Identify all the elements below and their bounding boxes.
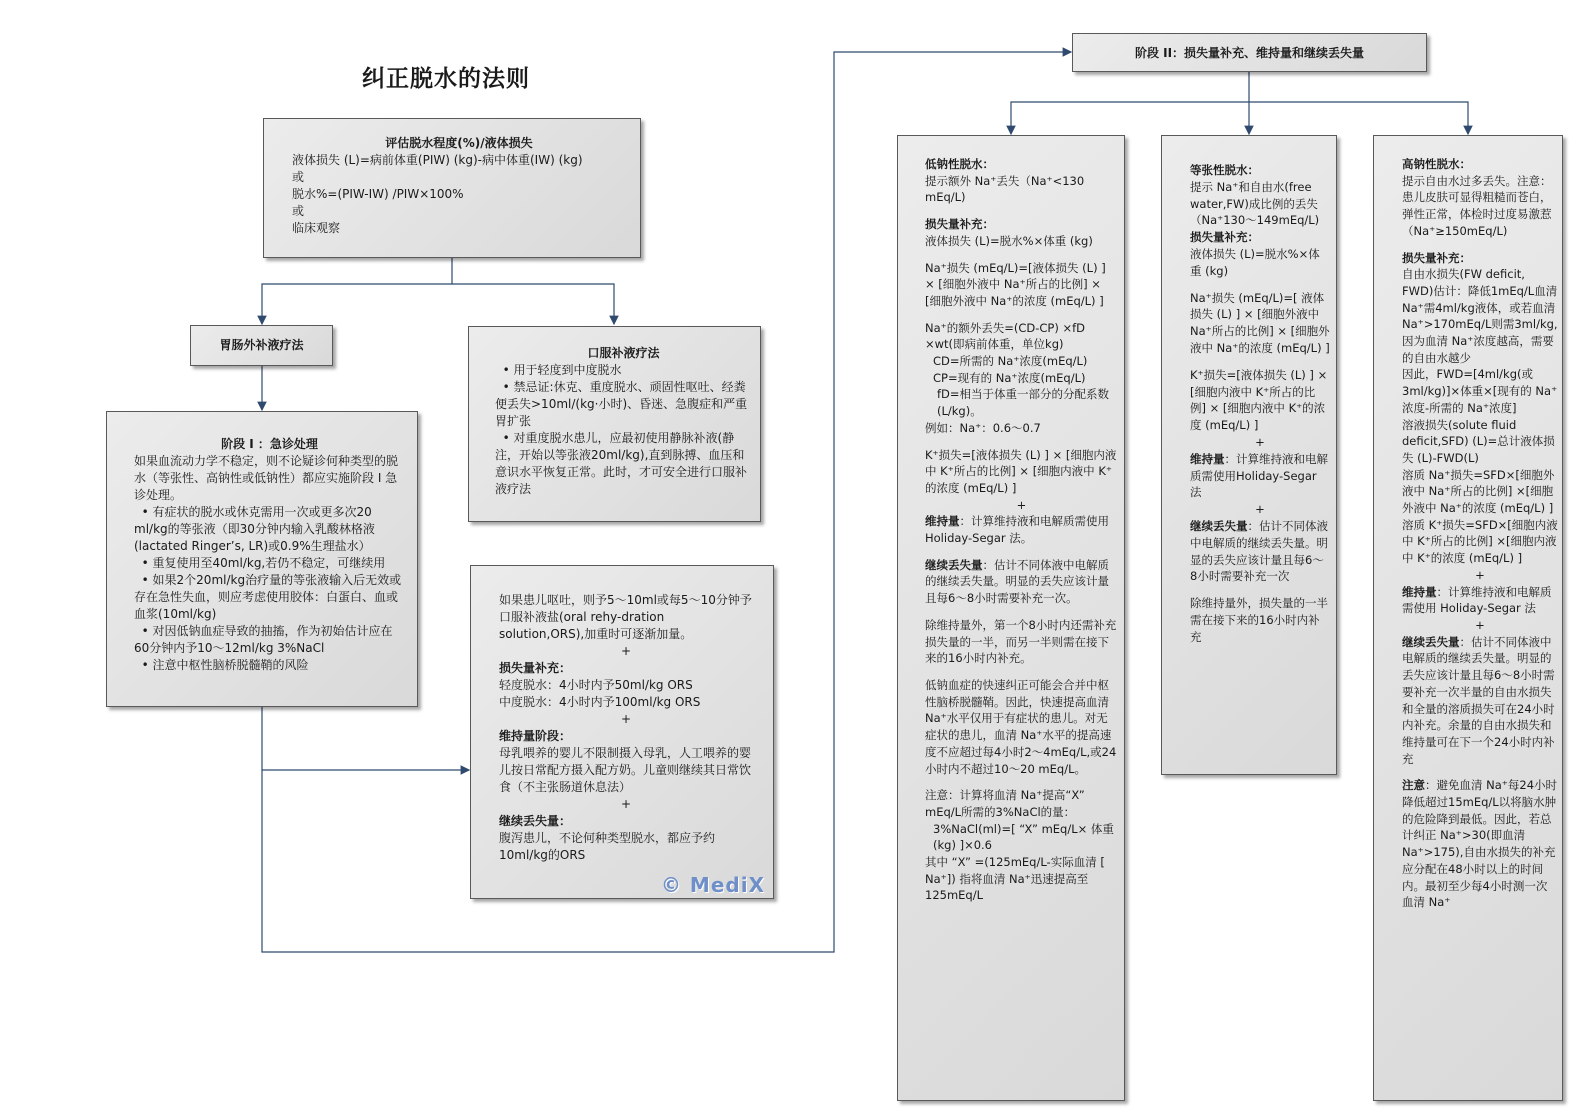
hyper-maint-text: ：计算维持液和电解质需使用 Holiday-Segar 法 xyxy=(1402,584,1552,616)
assess-line-3: 脱水%=(PIW-IW) /PIW×100% xyxy=(292,187,464,201)
oral-line-2: • 禁忌证:休克、重度脱水、顽固性呕吐、经粪便丢失>10ml/(kg·小时)、昏迷、急腹症和严重胃扩张 xyxy=(495,380,748,428)
arrow-stage2-hypo xyxy=(1011,102,1249,134)
arrow-assess-split xyxy=(262,258,452,324)
hypo-title: 低钠性脱水： xyxy=(925,157,994,171)
stage2-title: 阶段 II：损失量补充、维持量和继续丢失量 xyxy=(1134,46,1365,60)
stage1-line-5: • 对因低钠血症导致的抽搐，作为初始估计应在60分钟内予10～12ml/kg 3%NaCl xyxy=(134,624,393,655)
assess-line-1: 液体损失 (L)=病前体重(PIW) (kg)-病中体重(IW) (kg) xyxy=(292,153,583,167)
hyper-cont-text: ：估计不同体液中电解质的继续丢失量。明显的丢失应该计量且每6～8小时需要补充一次半量的自由水损失和全量的溶质损失可在24小时内补充。余量的自由水损失和维持量可在下一个24小时内补充 xyxy=(1402,634,1555,766)
hypo-formula: 3%NaCl(ml)=[ “X” mEq/L× 体重 (kg) ]×0.6 xyxy=(933,821,1118,853)
assess-line-4: 或 xyxy=(292,204,305,218)
hyper-fwd: 自由水损失(FW deficit, FWD)估计：降低1mEq/L血清 Na⁺需4ml/kg液体，或若血清 Na⁺>170mEq/L则需3ml/kg,因为血清 Na⁺浓度越高，需要的自由水越少 xyxy=(1402,267,1561,365)
hypo-paragraph-4: 其中 “X” =(125mEq/L-实际血清 [ Na⁺]) 指将血清 Na⁺迅速提高至125mEq/L xyxy=(925,855,1109,903)
iso-cont-title: 继续丢失量 xyxy=(1190,518,1248,533)
hyper-line-1: 提示自由水过多丢失。注意：患儿皮肤可显得粗糙而苍白，弹性正常，体检时过度易激惹（Na⁺≥150mEq/L) xyxy=(1402,173,1552,238)
hypo-cont-title: 继续丢失量 xyxy=(925,557,983,572)
oral-detail-intro: 如果患儿呕吐，则予5～10ml或每5～10分钟予口服补液盐(oral rehy-dration solution,ORS),加重时可逐渐加量。 xyxy=(499,593,752,641)
hyper-cont-title: 继续丢失量 xyxy=(1402,634,1460,649)
hypo-box xyxy=(897,135,1125,1101)
assess-title: 评估脱水程度(%)/液体损失 xyxy=(385,136,533,150)
oral-line-1: • 用于轻度到中度脱水 xyxy=(495,363,622,377)
hyper-sfd: 溶液损失(solute fluid deficit,SFD) (L)=总计液体损失 (L)-FWD(L) xyxy=(1402,417,1555,465)
plus-sign: + xyxy=(1016,497,1027,512)
stage2-box xyxy=(1072,33,1427,72)
iso-box xyxy=(1161,135,1337,775)
stage1-title: 阶段 I ：急诊处理 xyxy=(221,437,318,451)
hypo-na-loss: Na⁺损失 (mEq/L)=[液体损失 (L) ] × [细胞外液中 Na⁺所占的比例] × [细胞外液中 Na⁺的浓度 (mEq/L) ] xyxy=(925,260,1110,308)
hypo-na-excess: Na⁺的额外丢失=(CD-CP) ×fD ×wt(即病前体重，单位kg) xyxy=(925,320,1089,352)
arrow-stage2-hyper xyxy=(1249,102,1468,134)
plus-sign: + xyxy=(1475,617,1485,632)
iso-title: 等张性脱水： xyxy=(1190,163,1259,177)
hypo-maint-title: 维持量 xyxy=(925,514,960,529)
hypo-fd: fD=相当于体重一部分的分配系数(L/kg)。 xyxy=(937,387,1110,419)
hypo-k-loss: K⁺损失=[液体损失 (L) ] × [细胞内液中 K⁺所占的比例] × [细胞内液中 K⁺的浓度 (mEq/L) ] xyxy=(925,447,1117,495)
hyper-na-loss: 溶质 Na⁺损失=SFD×[细胞外液中 Na⁺所占的比例] ×[细胞外液中 Na⁺的浓度 (mEq/L) ] xyxy=(1402,467,1555,516)
plus-sign: + xyxy=(1255,502,1265,517)
hyper-loss-title: 损失量补充： xyxy=(1402,250,1471,265)
hypo-cont-text: ：估计不同体液中电解质的继续丢失量。明显的丢失应该计量且每6～8小时需要补充一次。 xyxy=(925,557,1109,606)
oral-title: 口服补液疗法 xyxy=(587,346,660,360)
hypo-paragraph-1: 除维持量外，第一个8小时内还需补充损失量的一半，而另一半则需在接下来的16小时内补充。 xyxy=(925,617,1117,666)
oral-detail-cont-title: 继续丢失量： xyxy=(499,814,572,828)
oral-detail-maint-title: 维持量阶段： xyxy=(499,729,572,743)
parenteral-title: 胃肠外补液疗法 xyxy=(219,338,304,352)
hyper-title: 高钠性脱水： xyxy=(1402,157,1471,171)
parenteral-box xyxy=(190,325,333,366)
hypo-paragraph-2: 低钠血症的快速纠正可能会合并中枢性脑桥脱髓鞘。因此，快速提高血清 Na⁺水平仅用于有症状的患儿。对无症状的患儿，血清 Na⁺水平的提高速度不应超过每4小时2～4mEq/L,或24小时内不超过10～20 mEq/L。 xyxy=(925,677,1117,776)
hyper-fwd-2: 因此，FWD=[4ml/kg(或3ml/kg)]×体重×[现有的 Na⁺浓度-所需的 Na⁺浓度] xyxy=(1402,367,1558,415)
plus-sign: + xyxy=(1255,434,1265,449)
hypo-line-1: 提示额外 Na⁺丢失（Na⁺<130 mEq/L) xyxy=(925,173,1088,205)
hypo-cp: CP=现有的 Na⁺浓度(mEq/L) xyxy=(933,370,1086,385)
hypo-loss-title: 损失量补充： xyxy=(925,217,994,232)
iso-maint-title: 维持量 xyxy=(1190,451,1225,466)
plus-sign: + xyxy=(620,712,632,726)
assess-line-2: 或 xyxy=(292,170,305,184)
hypo-maint-text: ：计算维持液和电解质需使用Holiday-Segar 法。 xyxy=(925,514,1109,546)
arrow-assess-oral xyxy=(452,284,614,324)
hyper-note-text: ：避免血清 Na⁺每24小时降低超过15mEq/L以将脑水肿的危险降到最低。因此，若总计纠正 Na⁺>30(即血清 Na⁺>175),自由水损失的补充应分配在48小时以上的时间内。最初至少每4小时测一次血清 Na⁺ xyxy=(1402,778,1558,910)
hyper-box xyxy=(1373,135,1563,1101)
iso-line-1: 提示 Na⁺和自由水(free water,FW)成比例的丢失（Na⁺130～149mEq/L) xyxy=(1190,179,1320,228)
stage1-line-3: • 重复使用至40ml/kg,若仍不稳定，可继续用 xyxy=(134,556,386,570)
medix-watermark: © MediX xyxy=(660,873,765,897)
plus-sign: + xyxy=(620,644,632,658)
assess-box xyxy=(263,118,641,258)
oral-line-3: • 对重度脱水患儿，应最初使用静脉补液(静注，开始以等张液20ml/kg),直到脉搏、血压和意识水平恢复正常。此时，才可安全进行口服补液疗法 xyxy=(495,431,748,496)
oral-detail-maint-text: 母乳喂养的婴儿不限制摄入母乳，人工喂养的婴儿按日常配方摄入配方奶。儿童则继续其日常饮食（不主张肠道休息法） xyxy=(499,746,752,794)
arrow-stage1-oral-detail xyxy=(262,707,469,770)
assess-line-5: 临床观察 xyxy=(292,221,341,235)
hypo-example: 例如：Na⁺：0.6～0.7 xyxy=(925,420,1041,435)
plus-sign: + xyxy=(1475,567,1485,582)
iso-loss-1: 液体损失 (L)=脱水%×体重 (kg) xyxy=(1190,246,1320,278)
hyper-k-loss: 溶质 K⁺损失=SFD×[细胞内液中 K⁺所占的比例] ×[细胞内液中 K⁺的浓度 (mEq/L) ] xyxy=(1402,517,1558,566)
stage1-line-4: • 如果2个20ml/kg治疗量的等张液输入后无效或存在急性失血，则应考虑使用胶体：白蛋白、血或血浆(10ml/kg) xyxy=(134,573,402,621)
plus-sign: + xyxy=(620,797,632,811)
oral-detail-loss-1: 轻度脱水：4小时内予50ml/kg ORS xyxy=(499,678,693,692)
hypo-paragraph-3: 注意：计算将血清 Na⁺提高“X” mEq/L所需的3%NaCl的量： xyxy=(925,788,1089,819)
stage1-line-6: • 注意中枢性脑桥脱髓鞘的风险 xyxy=(134,658,309,672)
iso-cont-text: ：估计不同体液中电解质的继续丢失量。明显的丢失应该计量且每6～8小时需要补充一次 xyxy=(1190,518,1328,584)
hypo-cd: CD=所需的 Na⁺浓度(mEq/L) xyxy=(933,354,1088,369)
hyper-note-title: 注意 xyxy=(1402,778,1425,793)
iso-paragraph-1: 除维持量外，损失量的一半需在接下来的16小时内补充 xyxy=(1190,596,1328,644)
page-title: 纠正脱水的法则 xyxy=(362,66,530,92)
stage1-line-2: • 有症状的脱水或休克需用一次或更多次20 ml/kg的等张液（即30分钟内输入乳酸林格液(lactated Ringer’s, LR)或0.9%生理盐水） xyxy=(134,505,376,553)
iso-k-loss: K⁺损失=[液体损失 (L) ] × [细胞内液中 K⁺所占的比例] × [细胞内液中 K⁺的浓度 (mEq/L) ] xyxy=(1190,367,1331,433)
oral-detail-loss-title: 损失量补充： xyxy=(499,661,572,675)
iso-maint-text: ：计算维持液和电解质需使用Holiday-Segar 法 xyxy=(1190,451,1328,500)
iso-loss-title: 损失量补充： xyxy=(1190,230,1259,245)
stage1-box xyxy=(106,411,418,707)
stage1-line-1: 如果血流动力学不稳定，则不论疑诊何种类型的脱水（等张性、高钠性或低钠性）都应实施阶段 I 急诊处理。 xyxy=(134,454,399,502)
hyper-maint-title: 维持量 xyxy=(1402,584,1437,599)
iso-na-loss: Na⁺损失 (mEq/L)=[ 液体损失 (L) ] × [细胞外液中 Na⁺所占的比例] × [细胞外液中 Na⁺的浓度 (mEq/L) ] xyxy=(1190,290,1330,355)
hypo-loss-1: 液体损失 (L)=脱水%×体重 (kg) xyxy=(925,233,1093,248)
oral-detail-cont-text: 腹泻患儿，不论何种类型脱水，都应予约10ml/kg的ORS xyxy=(499,831,716,862)
oral-detail-box xyxy=(470,565,774,899)
oral-detail-loss-2: 中度脱水：4小时内予100ml/kg ORS xyxy=(499,695,701,709)
oral-box xyxy=(468,326,761,522)
